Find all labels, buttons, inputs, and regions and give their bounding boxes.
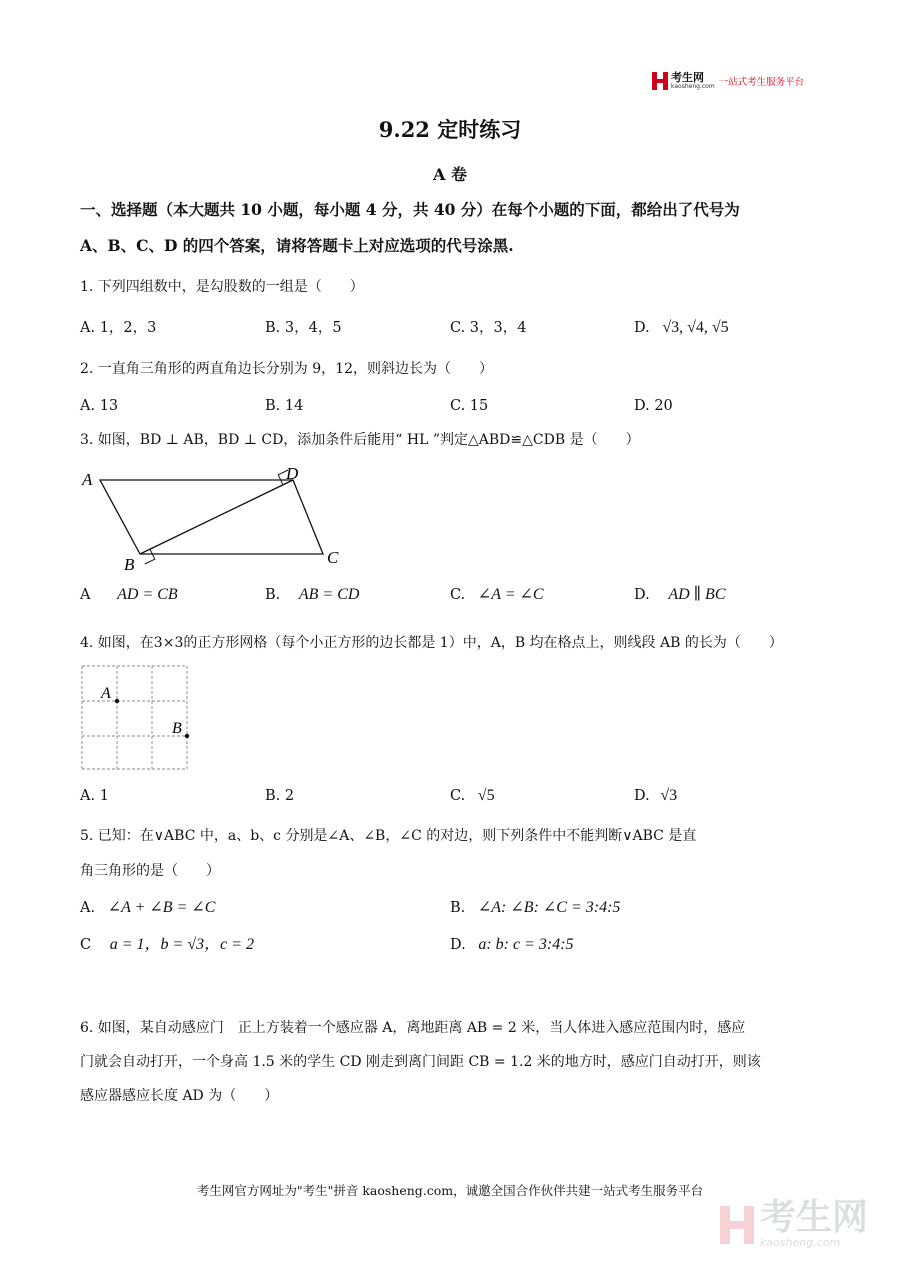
question-2-option-c: C. 15 xyxy=(450,398,489,414)
question-3-option-c xyxy=(450,584,544,606)
watermark-logo-icon xyxy=(720,1206,754,1244)
diagonal-bd xyxy=(140,480,293,554)
kaosheng-logo-icon xyxy=(652,72,668,90)
question-4-option-b: B. 2 xyxy=(265,788,295,804)
question-3-option-a-value: AD = CB xyxy=(117,586,178,603)
question-3-stem: 3. 如图，BD ⊥ AB，BD ⊥ CD，添加条件后能用“ HL ”判定△ABD≌△CDB 是（ ） xyxy=(80,432,640,448)
question-5-option-d-label: D. xyxy=(450,937,466,953)
question-1-option-c: C. 3，3，4 xyxy=(450,320,527,336)
question-3-option-c-label: C. xyxy=(450,587,466,603)
question-1-option-d-value: √3, √4, √5 xyxy=(662,319,729,336)
question-5-option-b-value: ∠A: ∠B: ∠C = 3:4:5 xyxy=(477,899,621,916)
question-4-option-d-label: D. xyxy=(634,788,650,804)
brand-logo xyxy=(652,72,804,90)
label-a: A xyxy=(82,470,93,489)
question-4-option-c-value: √5 xyxy=(477,787,495,804)
question-4-grid-figure xyxy=(80,664,192,774)
point-a xyxy=(115,699,119,703)
label-b: B xyxy=(172,720,182,737)
question-5-stem-line1: 5. 已知：在∨ABC 中，a、b、c 分别是∠A、∠B，∠C 的对边，则下列条件中不能判断∨ABC 是直 xyxy=(80,828,697,844)
question-5-option-b xyxy=(450,897,620,919)
question-3-option-b-value: AB = CD xyxy=(298,586,360,603)
question-1-stem: 1. 下列四组数中，是勾股数的一组是（ ） xyxy=(80,279,364,295)
point-b xyxy=(185,734,189,738)
label-d: D xyxy=(286,464,299,483)
question-4-option-d xyxy=(634,785,677,807)
logo-name-en: kaosheng.com xyxy=(671,83,715,90)
question-3-option-d-value: AD ∥ BC xyxy=(668,586,726,603)
question-3-option-d xyxy=(634,584,726,606)
page-footer: 考生网官方网址为"考生"拼音 kaosheng.com，诚邀全国合作伙伴共建一站式考生服务平台 xyxy=(196,1183,704,1198)
watermark-name-en: kaosheng.com xyxy=(760,1236,841,1249)
section-header-line2: A、B、C、D 的四个答案，请将答题卡上对应选项的代号涂黑. xyxy=(80,236,514,255)
question-5-option-b-label: B. xyxy=(450,900,466,916)
logo-slogan: 一站式考生服务平台 xyxy=(718,77,805,88)
question-2-option-a: A. 13 xyxy=(80,398,119,414)
question-5-option-c-value: a = 1，b = √3，c = 2 xyxy=(109,936,254,953)
parallelogram-abcd xyxy=(100,480,323,554)
grid-lines xyxy=(82,666,187,769)
label-a: A xyxy=(101,685,111,702)
question-5-option-c xyxy=(80,934,254,956)
question-1-option-b: B. 3，4，5 xyxy=(265,320,342,336)
question-3-option-d-label: D. xyxy=(634,587,650,603)
question-5-option-d-value: a: b: c = 3:4:5 xyxy=(478,936,574,953)
page-title: 9.22 定时练习 xyxy=(378,117,522,142)
question-4-option-c-label: C. xyxy=(450,788,466,804)
question-5-option-a-label: A. xyxy=(80,900,96,916)
question-3-option-b xyxy=(265,584,359,606)
question-2-option-b: B. 14 xyxy=(265,398,304,414)
section-header-line1: 一、选择题（本大题共 10 小题，每小题 4 分，共 40 分）在每个小题的下面，都给出了代号为 xyxy=(80,200,740,219)
question-4-option-a: A. 1 xyxy=(80,788,109,804)
question-3-option-a-label: A xyxy=(80,587,91,603)
question-4-option-c xyxy=(450,785,495,807)
label-c: C xyxy=(327,548,339,567)
question-6-line2: 门就会自动打开，一个身高 1.5 米的学生 CD 刚走到离门间距 CB = 1.2 米的地方时，感应门自动打开，则该 xyxy=(80,1054,761,1070)
question-4-option-d-value: √3 xyxy=(660,787,678,804)
question-1-option-d-label: D. xyxy=(634,320,650,336)
question-3-option-a xyxy=(80,584,178,606)
question-4-stem: 4. 如图，在3×3的正方形网格（每个小正方形的边长都是 1）中，A，B 均在格点上，则线段 AB 的长为（ ） xyxy=(80,635,783,651)
watermark-name-cn: 考生网 xyxy=(760,1197,869,1238)
watermark xyxy=(720,1197,869,1249)
question-5-option-a-value: ∠A + ∠B = ∠C xyxy=(107,899,216,916)
question-5-option-c-label: C xyxy=(80,937,92,953)
question-2-stem: 2. 一直角三角形的两直角边长分别为 9，12，则斜边长为（ ） xyxy=(80,361,493,377)
question-3-option-c-value: ∠A = ∠C xyxy=(477,586,544,603)
question-6-line3: 感应器感应长度 AD 为（ ） xyxy=(80,1088,279,1104)
question-1-option-d xyxy=(634,317,729,339)
question-5-stem-line2: 角三角形的是（ ） xyxy=(80,863,220,879)
label-b: B xyxy=(124,555,135,574)
question-3-option-b-label: B. xyxy=(265,587,281,603)
question-6-line1: 6. 如图，某自动感应门 正上方装着一个感应器 A，离地距离 AB = 2 米，当人体进入感应范围内时，感应 xyxy=(80,1020,746,1036)
page-subtitle: A 卷 xyxy=(433,165,467,184)
question-5-option-a xyxy=(80,897,215,919)
question-3-figure xyxy=(78,462,358,574)
question-1-option-a: A. 1，2，3 xyxy=(80,320,157,336)
question-5-option-d xyxy=(450,934,574,956)
logo-name-cn: 考生网 xyxy=(671,71,704,84)
question-2-option-d: D. 20 xyxy=(634,398,673,414)
